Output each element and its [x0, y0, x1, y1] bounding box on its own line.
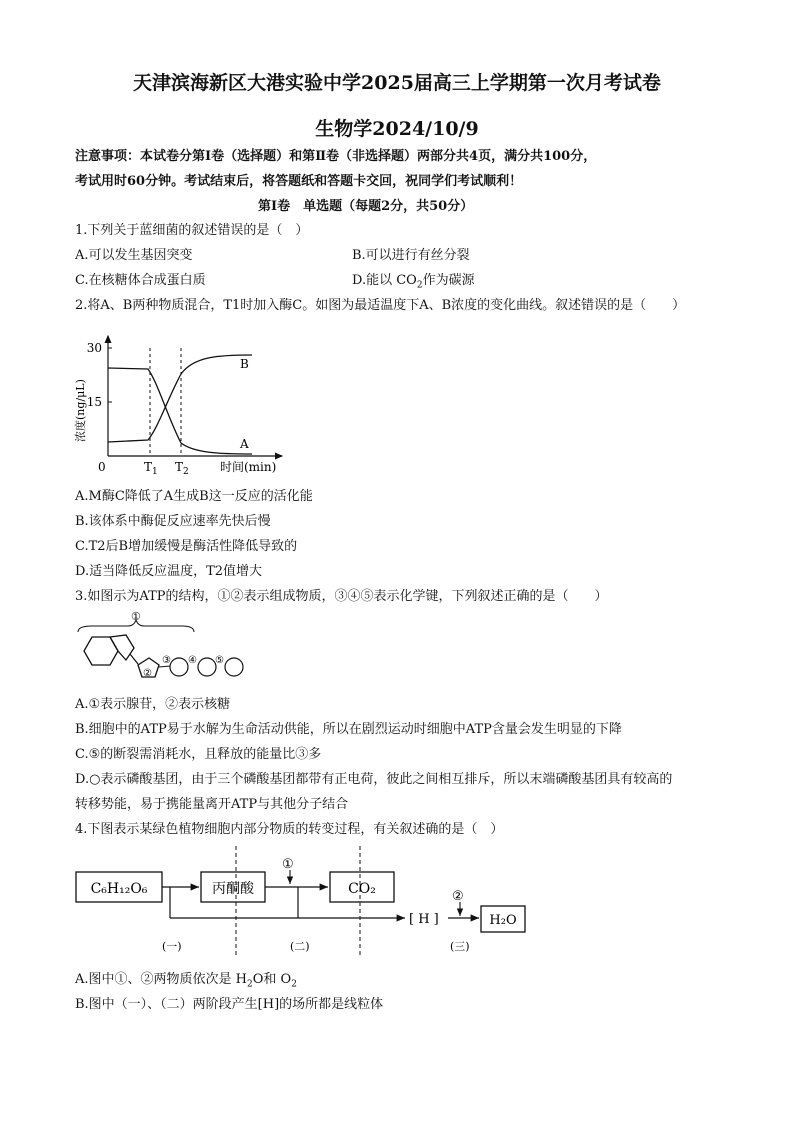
- y-axis-label: 浓度(ng/μL): [74, 379, 87, 442]
- series-b-label: B: [240, 357, 249, 371]
- q3-stem: 3.如图示为ATP的结构，①②表示组成物质，③④⑤表示化学键，下列叙述正确的是（ ）: [75, 589, 608, 604]
- q2-option-b: B.该体系中酶促反应速率先快后慢: [75, 514, 271, 529]
- water-label: H₂O: [489, 913, 517, 928]
- co2-label: CO₂: [348, 881, 376, 897]
- glucose-label: C₆H₁₂O₆: [90, 881, 148, 897]
- marker-1: ①: [131, 610, 141, 623]
- stage-2-label: (二): [290, 940, 310, 953]
- marker-2-circle: ②: [452, 889, 464, 904]
- notice-line-2: 考试用时60分钟。考试结束后，将答题纸和答题卡交回，祝同学们考试顺利！: [75, 174, 523, 189]
- q3-option-c: C.⑤的断裂需消耗水，且释放的能量比③多: [75, 747, 322, 762]
- q1-option-b: B.可以进行有丝分裂: [352, 248, 470, 263]
- q3-option-a: A.①表示腺苷，②表示核糖: [75, 697, 231, 712]
- h-label: [ H ]: [409, 912, 439, 927]
- enzyme-concentration-graph: [70, 328, 290, 478]
- q4-stem: 4.下图表示某绿色植物细胞内部分物质的转变过程，有关叙述确的是（ ）: [75, 822, 504, 837]
- marker-4: ④: [188, 655, 197, 666]
- origin-label: 0: [98, 460, 106, 474]
- section-heading: 第Ⅰ卷 单选题（每题2分，共50分）: [258, 199, 474, 214]
- exam-subtitle: 生物学2024/10/9: [315, 118, 479, 140]
- marker-1-circle: ①: [282, 857, 294, 872]
- respiration-pathway-diagram: [70, 846, 540, 962]
- q4-option-b: B.图中（一）、（二）两阶段产生[H]的场所都是线粒体: [75, 997, 384, 1012]
- phosphate-3: [225, 658, 243, 676]
- q1-option-c: C.在核糖体合成蛋白质: [75, 273, 206, 288]
- y-tick-15: 15: [86, 395, 102, 409]
- notice-line-1: 注意事项：本试卷分第Ⅰ卷（选择题）和第Ⅱ卷（非选择题）两部分共4页，满分共100分，: [75, 149, 597, 164]
- x-axis-label: 时间(min): [220, 460, 277, 474]
- y-tick-30: 30: [86, 341, 102, 355]
- q2-stem: 2.将A、B两种物质混合，T1时加入酶C。如图为最适温度下A、B浓度的变化曲线。叙述错误的是（ ）: [75, 298, 686, 313]
- adenine-pentagon: [110, 635, 134, 660]
- series-a-label: A: [240, 437, 249, 451]
- marker-2: ②: [143, 668, 152, 679]
- marker-5: ⑤: [215, 655, 224, 666]
- marker-3: ③: [162, 655, 171, 666]
- q1-stem: 1.下列关于蓝细菌的叙述错误的是（ ）: [75, 223, 309, 238]
- phosphate-1: [170, 658, 188, 676]
- q1-option-d: D.能以 $CO_2$作为碳源: [352, 273, 475, 291]
- stage-1-label: (一): [162, 940, 182, 953]
- q2-option-a: A.M酶C降低了A生成B这一反应的活化能: [75, 489, 313, 504]
- t2-label: $T_2$: [175, 460, 189, 477]
- t1-label: $T_1$: [144, 460, 158, 477]
- atp-structure-diagram: [72, 610, 252, 690]
- q4-option-a: A.图中①、②两物质依次是 $H_2O$和 $O_2$: [75, 972, 297, 990]
- pyruvate-label: 丙酮酸: [212, 881, 254, 897]
- q2-option-d: D.适当降低反应温度，T2值增大: [75, 564, 263, 579]
- q3-option-b: B.细胞中的ATP易于水解为生命活动供能，所以在剧烈运动时细胞中ATP含量会发生明显的下降: [75, 722, 622, 737]
- q1-option-a: A.可以发生基因突变: [75, 248, 193, 263]
- q2-option-c: C.T2后B增加缓慢是酶活性降低导致的: [75, 539, 298, 554]
- q3-option-d-line-2: 转移势能，易于携能量离开ATP与其他分子结合: [75, 797, 349, 812]
- phosphate-2: [198, 658, 216, 676]
- stage-3-label: (三): [450, 940, 470, 953]
- q3-option-d-line-1: D.○表示磷酸基团，由于三个磷酸基团都带有正电荷，彼此之间相互排斥，所以末端磷酸基团具有较高的: [75, 772, 673, 787]
- exam-title: 天津滨海新区大港实验中学2025届高三上学期第一次月考试卷: [133, 72, 661, 94]
